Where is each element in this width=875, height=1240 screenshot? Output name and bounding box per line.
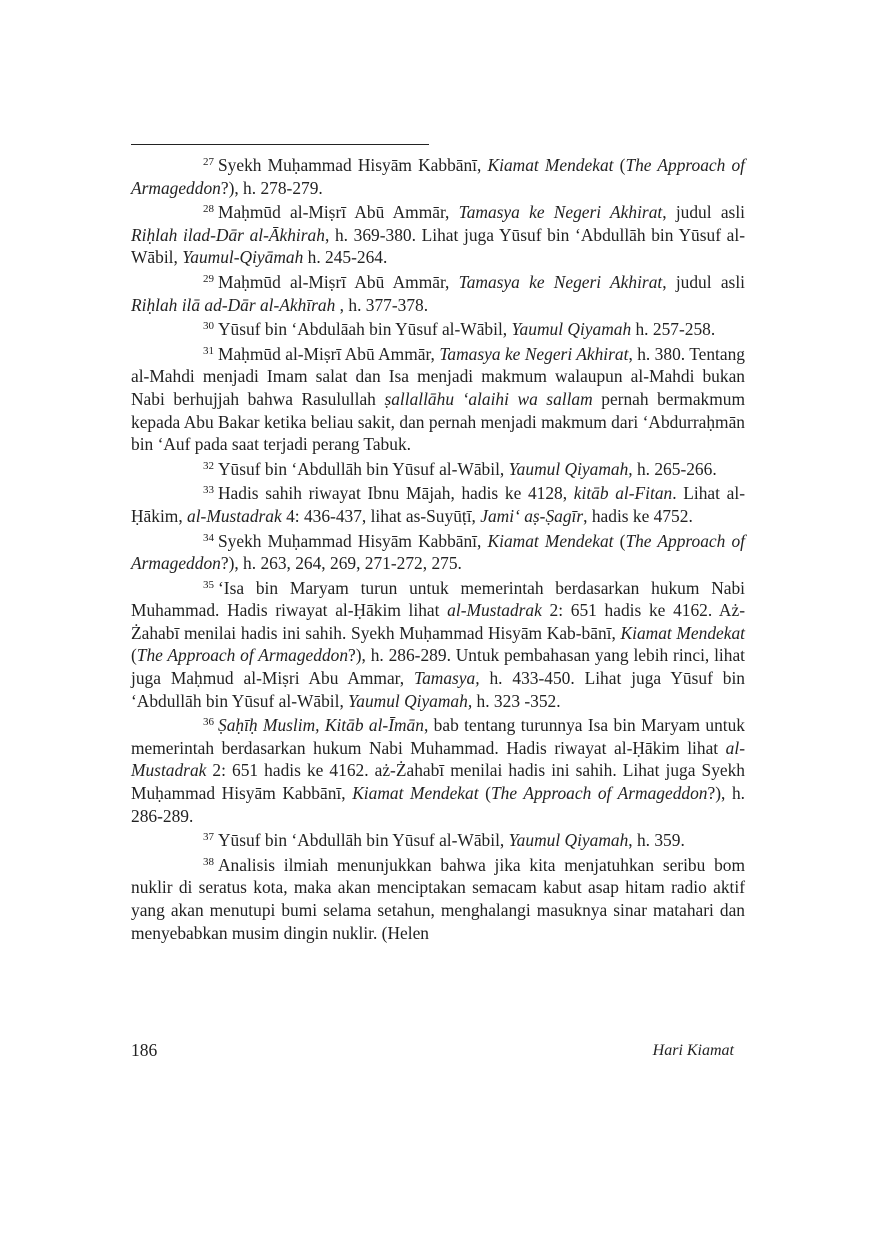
footnote-text: h. 433-450. Lihat juga Yūsuf bin ‘Abdullāh bin Yūsuf al-Wābil, xyxy=(131,668,745,711)
footnote-text: , h. 369-380. Lihat juga Yūsuf bin ‘Abdullāh bin Yūsuf al-Wābil, xyxy=(131,224,745,268)
footnote-italic-text: Yaumul Qiyamah xyxy=(508,830,629,851)
footnote-text: ?), h. 286-289. xyxy=(131,783,746,826)
footnote-37 xyxy=(131,829,745,852)
footnote-italic-text: The Approach of Armageddon xyxy=(136,645,349,666)
footnote-text: Syekh Muḥammad Hisyām Kabbānī, xyxy=(218,530,488,551)
footnote-italic-text: Kiamat Mendekat xyxy=(352,783,479,804)
footnote-number: 33 xyxy=(203,484,214,497)
footnote-italic-text: The Approach of Armageddon xyxy=(131,155,746,198)
footnote-number: 29 xyxy=(203,272,214,285)
footnote-text: Yūsuf bin ‘Abdullāh bin Yūsuf al-Wābil, xyxy=(218,830,509,851)
footnote-text: , h. 359. xyxy=(628,830,685,851)
footnote-33 xyxy=(131,482,745,527)
footnote-text: h. 257-258. xyxy=(631,319,716,340)
footnote-text: 4: 436-437, lihat as-Suyūṭī, xyxy=(281,505,481,526)
footnotes-list xyxy=(131,154,745,946)
footnote-italic-text: Yaumul-Qiyāmah xyxy=(182,247,304,268)
footnote-31 xyxy=(131,343,745,456)
footnote-27 xyxy=(131,154,745,199)
footnote-38 xyxy=(131,854,745,944)
page-number: 186 xyxy=(131,1040,158,1060)
footnote-text: Maḥmūd al-Miṣrī Abū Ammār, xyxy=(218,271,459,292)
footnote-italic-text: Tamasya, xyxy=(414,668,480,689)
footnote-number: 35 xyxy=(203,578,214,591)
footnote-text: , judul asli xyxy=(662,202,745,223)
footnote-number: 34 xyxy=(203,531,214,544)
footnote-text: , hadis ke 4752. xyxy=(583,505,693,526)
footnote-italic-text: Yaumul Qiyamah, xyxy=(508,458,633,479)
footnote-text: Syekh Muḥammad Hisyām Kabbānī, xyxy=(218,155,488,175)
footnote-italic-text: Kiamat Mendekat xyxy=(620,622,745,643)
footnote-text: ?), h. 286-289. Untuk pembahasan yang lebih rinci, lihat juga Maḥmud al-Miṣri Abu Ammar, xyxy=(131,645,745,689)
footnote-text: . Lihat al-Ḥākim, xyxy=(131,483,745,526)
footnote-text: ( xyxy=(613,530,626,551)
footnote-text: , judul asli xyxy=(662,271,745,292)
footnote-36 xyxy=(131,714,745,827)
footnote-text: 2: 651 hadis ke 4162. aż-Żahabī menilai hadis ini sahih. Lihat juga Syekh Muḥammad Hisyām Kabbānī, xyxy=(131,760,745,804)
footnote-separator-rule xyxy=(131,144,429,145)
footnote-text: Maḥmūd al-Miṣrī Abū Ammār, xyxy=(218,343,440,364)
footnote-number: 36 xyxy=(203,716,214,729)
footnote-text: ( xyxy=(478,783,491,804)
footnote-text: 2: 651 hadis ke 4162. Aż-Żahabī menilai hadis ini sahih. Syekh Muḥammad Hisyām Kab-bānī, xyxy=(131,600,745,643)
footnote-italic-text: al-Mustadrak xyxy=(187,505,282,526)
footnote-italic-text: al-Mustadrak xyxy=(447,600,542,621)
footnote-text: h. 323 -352. xyxy=(472,690,561,711)
footnote-text: Maḥmūd al-Miṣrī Abū Ammār, xyxy=(218,202,459,223)
footnote-number: 28 xyxy=(203,203,214,216)
footnote-text: h. 245-264. xyxy=(303,247,388,268)
footnote-text: , h. 377-378. xyxy=(335,294,429,315)
footnote-italic-text: Ṣaḥīḥ Muslim, Kitāb al-Īmān xyxy=(218,715,424,736)
footnote-italic-text: Yaumul Qiyamah, xyxy=(348,690,473,711)
footnote-number: 37 xyxy=(203,831,214,844)
footnote-text: , bab tentang turunnya Isa bin Maryam untuk memerintah berdasarkan hukum Nabi Muhammad. Hadis riwayat al-Ḥākim lihat xyxy=(131,715,745,758)
footnote-text: Yūsuf bin ‘Abdullāh bin Yūsuf al-Wābil, xyxy=(218,458,509,479)
footnote-30 xyxy=(131,318,745,341)
footnote-text: ( xyxy=(613,155,626,175)
footnote-29 xyxy=(131,271,745,316)
footnote-text: Hadis sahih riwayat Ibnu Mājah, hadis ke 4128, xyxy=(218,483,574,504)
running-title: Hari Kiamat xyxy=(652,1042,734,1059)
footnote-32 xyxy=(131,458,745,481)
footnote-italic-text: Yaumul Qiyamah xyxy=(511,319,632,340)
footnote-text: h. 265-266. xyxy=(632,458,717,479)
footnote-text: ‘Isa bin Maryam turun untuk memerintah berdasarkan hukum Nabi Muhammad. Hadis riwayat al-Ḥākim lihat xyxy=(131,577,745,621)
footnote-28 xyxy=(131,201,745,269)
footnote-italic-text: Tamasya ke Negeri Akhirat xyxy=(458,271,663,292)
footnote-number: 32 xyxy=(203,459,214,472)
footnote-italic-text: Kiamat Mendekat xyxy=(487,530,614,551)
footnote-italic-text: Tamasya ke Negeri Akhirat xyxy=(439,343,629,364)
footnote-italic-text: Riḥlah ilad-Dār al-Ākhirah xyxy=(131,224,325,245)
footnote-number: 27 xyxy=(203,156,214,168)
page-footer xyxy=(131,1040,745,1064)
footnote-italic-text: The Approach of Armageddon xyxy=(490,783,708,804)
footnote-italic-text: kitāb al-Fitan xyxy=(573,483,673,504)
footnote-italic-text: ṣallallāhu ‘alaihi wa sallam xyxy=(384,388,593,409)
footnote-text: Yūsuf bin ‘Abdulāah bin Yūsuf al-Wābil, xyxy=(218,319,512,340)
footnote-text: ?), h. 278-279. xyxy=(220,177,323,198)
footnote-italic-text: Tamasya ke Negeri Akhirat xyxy=(458,202,663,223)
footnote-number: 31 xyxy=(203,344,214,357)
footnote-italic-text: Riḥlah ilā ad-Dār al-Akhīrah xyxy=(131,294,336,315)
footnote-34 xyxy=(131,530,745,575)
footnote-text: ?), h. 263, 264, 269, 271-272, 275. xyxy=(220,553,462,574)
footnote-text: ( xyxy=(131,645,137,666)
footnote-text: pernah bermakmum kepada Abu Bakar ketika beliau sakit, dan pernah menjadi makmum dari ‘Abdurraḥmān bin ‘Auf pada saat terjadi perang Tabuk. xyxy=(131,388,746,455)
footnote-italic-text: al-Mustadrak xyxy=(131,737,745,781)
footnote-italic-text: Jami‘ aṣ-Ṣagīr xyxy=(480,505,584,526)
footnote-text: Analisis ilmiah menunjukkan bahwa jika kita menjatuhkan seribu bom nuklir di seratus kota, maka akan menciptakan semacam kabut asap hitam radio aktif yang akan menutupi bumi selama setahun, menghalangi masuknya sinar matahari dan menyebabkan musim dingin nuklir. (Helen xyxy=(131,854,745,943)
footnote-italic-text: The Approach of Armageddon xyxy=(131,530,746,574)
footnote-35 xyxy=(131,577,745,713)
footnote-text: , h. 380. Tentang al-Mahdi menjadi Imam salat dan Isa menjadi makmum walaupun al-Mahdi bukan Nabi berhujjah bahwa Rasulullah xyxy=(131,343,745,409)
footnote-italic-text: Kiamat Mendekat xyxy=(487,155,614,175)
footnote-number: 38 xyxy=(203,855,214,868)
footnote-number: 30 xyxy=(203,320,214,333)
